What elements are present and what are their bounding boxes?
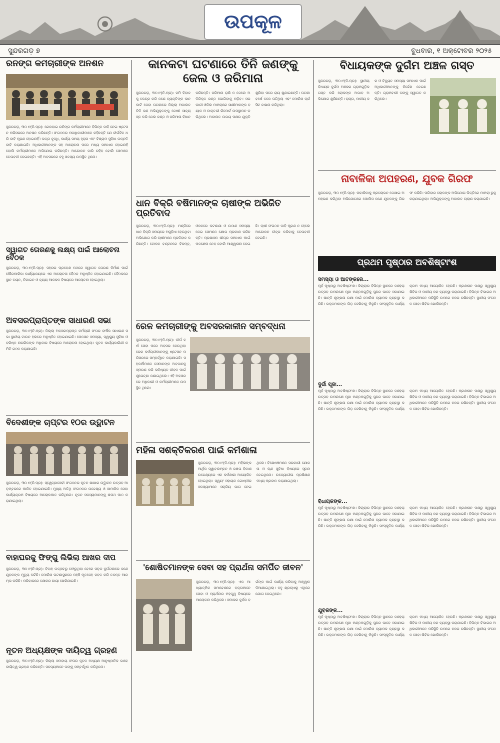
page-label: ସୁନ୍ଦରଗଡ଼ ୭ <box>8 47 41 55</box>
row-rule <box>136 442 310 443</box>
headline: ଧାନ ବିକ୍ରି ବର୍ଷିମାନଙ୍କ ଚାଷୀଙ୍କ ଅଭିଜିତ ପ୍ରତିବାଦ <box>136 199 282 220</box>
article-bahaghar <box>6 554 128 644</box>
row-rule <box>6 242 128 243</box>
headline: ସ୍ୱାଗତ ତୋରଣକୁ ଲକ୍ଷ୍ୟ ପାଇଁ ଆଲୋଚନା ବୈଠକ <box>6 246 120 263</box>
article-abasar <box>6 316 128 412</box>
article-adhyaksha <box>6 646 128 732</box>
section-banner: ପ୍ରଥମ ପୃଷ୍ଠାର ଅବଶିଷ୍ଟାଂଶ <box>318 256 496 271</box>
dateline-bar <box>0 44 500 58</box>
lead-headline: କାନକଟା ଘଟଣାରେ ତିନି ଜଣଙ୍କୁ ଜେଲ ଓ ଜରିମାନା <box>148 58 298 85</box>
headline: ରନିଙ୍ଗ କର୍ମଚାରୀଙ୍କ ଅନଶନ <box>6 60 104 69</box>
article-mahila <box>136 446 310 558</box>
photo-mla-visit <box>430 78 496 134</box>
article-swagat <box>6 246 128 312</box>
article-dhan <box>136 199 310 319</box>
article-body: ସୁନ୍ଦରଗଡ଼, ୩୦।୯(ନି.ପ୍ର): ସହରର ପ୍ରବେଶ ପଥରେ ସ୍ୱାଗତ ତୋରଣ ନିର୍ମାଣ ପାଇଁ ପୌରପାଳିକା କାର୍ଯ୍ୟାଳୟରେ ଏକ ଆଲୋଚନା ବୈଠକ ଅନୁଷ୍ଠିତ ହୋଇଯାଇଛି। ବୈଠକରେ ସ୍ଥାନ ଚୟନ, ଡିଜାଇନ ଓ ବ୍ୟୟ ଆକଳନ ବିଷୟରେ ଆଲୋଚନା ହୋଇଥିଲା। <box>6 266 128 283</box>
headline: ବିଧାୟକଙ୍କ ଦୁର୍ଗମ ଅଞ୍ଚଳ ଗସ୍ତ <box>339 60 475 72</box>
photo-rail-felicitation <box>190 337 310 391</box>
article-body: ସୁନ୍ଦରଗଡ଼, ୩୦।୯(ନି.ପ୍ର): ଜିଲ୍ଲା ସମବାୟ ସଂଘର ନୂତନ ଅଧ୍ୟକ୍ଷ ଆନୁଷ୍ଠାନିକ ଭାବେ ଦାୟିତ୍ୱ ଗ୍ରହଣ କରିଛନ୍ତି। ସଦସ୍ୟମାନେ ତାଙ୍କୁ ସମ୍ବର୍ଦ୍ଧିତ କରିଥିଲେ। <box>6 659 128 670</box>
headline: ମହିଳା ସଶକ୍ତିକରଣ ପାଇଁ କର୍ମଶାଳା <box>136 446 257 456</box>
article-body: ସୁନ୍ଦରଗଡ଼, ୩୦।୯(ନି.ପ୍ର): ଦୀର୍ଘ ବର୍ଷ ସେବା ପରେ ଅବସର ନେଉଥିବା ରେଳ କର୍ମଚାରୀମାନଙ୍କୁ ଷ୍ଟେସନ ପରିସରରେ ସମ୍ବର୍ଦ୍ଧିତ କରାଯାଇଛି। ସହକର୍ମୀମାନେ ସେମାନଙ୍କ ଅବଦାନକୁ ସ୍ମରଣ କରି ଭବିଷ୍ୟତ ଜୀବନ ପାଇଁ ଶୁଭେଚ୍ଛା ଜଣାଇଥିଲେ। ଏହି ଅବସରରେ ଅଧିକାରୀ ଓ କର୍ମଚାରୀମାନେ ଉପସ୍ଥିତ ଥିଲେ। <box>136 338 186 390</box>
article-body: ପୂର୍ବ ପୃଷ୍ଠାରୁ ଅବଶିଷ୍ଟାଂଶ। ଜିଲ୍ଲାର ବିଭିନ୍ନ ସ୍ଥାନରେ ଦଶହରା ଉତ୍ସବ ଉପଲକ୍ଷେ ପୂଜା ମଣ୍ଡପଗୁଡ଼ିକୁ ସୁନ୍ଦର ଭାବେ ସଜାଯାଇଛି। ଶାନ୍ତି ଶୃଙ୍ଖଳା ରକ୍ଷା ପାଇଁ ପୋଲିସ ବ୍ୟାପକ ବ୍ୟବସ୍ଥା କରିଛି। ଭକ୍ତମାନଙ୍କ ଭିଡ଼ ଦେଖିବାକୁ ମିଳୁଛି। ସାଂସ୍କୃତିକ କାର୍ଯ୍ୟକ୍ରମ ମଧ୍ୟ ଆୟୋଜିତ ହେଉଛି। ପ୍ରଶାସନ ପକ୍ଷରୁ ସ୍ୱାସ୍ଥ୍ୟ ଶିବିର ଓ ପାନୀୟ ଜଳ ବ୍ୟବସ୍ଥା କରାଯାଇଛି। ବିଭିନ୍ନ ବିଭାଗର ଅଧିକାରୀମାନେ ପରିସ୍ଥିତି ଉପରେ ନଜର ରଖିଛନ୍ତି। ସ୍ଥାନୀୟ ସଂଗଠନ ସେବା ଶିବିର ଖୋଲିଛନ୍ତି। <box>318 284 496 306</box>
article-body: ସୁନ୍ଦରଗଡ଼, ୩୦।୯(ନି.ପ୍ର): ରେଳବାଇ ରନିଙ୍ଗ କର୍ମଚାରୀମାନେ ବିଭିନ୍ନ ଦାବି ନେଇ ଷ୍ଟେସନ ପରିସରରେ ଅନଶନ କରିଛନ୍ତି। ସଂଗଠନର ପଦାଧିକାରୀମାନେ କହିଛନ୍ତି ଯେ ଦୀର୍ଘଦିନ ଧରି ଦାବି ପୂରଣ ହୋଇନାହିଁ। ଭତ୍ତା ବୃଦ୍ଧି, କାର୍ଯ୍ୟ ସମୟ ହ୍ରାସ ଏବଂ ବିଶ୍ରାମ ସୁବିଧା ଉନ୍ନତି ଦାବି କରାଯାଇଛି। ଅଧିକାରୀମାନଙ୍କ ସହ ଆଲୋଚନା ପରେ ମଧ୍ୟ ସମାଧାନ ହୋଇନାହିଁ ବୋଲି କର୍ମଚାରୀମାନେ ଅଭିଯୋଗ କରିଛନ୍ତି। ଆନ୍ଦୋଳନ ଜାରି ରହିବ ବୋଲି ସେମାନେ ଚେତାବନୀ ଦେଇଛନ୍ତି। ଏହି ଅବସରରେ ବହୁ ସଦସ୍ୟ ଉପସ୍ଥିତ ଥିଲେ। <box>6 125 128 159</box>
headline: ବିଦେଶୀଙ୍କ ଚାପ୍ଟର ୧୦ର ଉଦ୍ଘାଟନ <box>6 418 115 427</box>
headline: ରେଳ କର୍ମଚାରୀଙ୍କୁ ଅବସରକାଳୀନ ସମ୍ବର୍ଦ୍ଧନା <box>136 323 286 332</box>
article-body: ପୂର୍ବ ପୃଷ୍ଠାରୁ ଅବଶିଷ୍ଟାଂଶ। ଜିଲ୍ଲାର ବିଭିନ୍ନ ସ୍ଥାନରେ ଦଶହରା ଉତ୍ସବ ଉପଲକ୍ଷେ ପୂଜା ମଣ୍ଡପଗୁଡ଼ିକୁ ସୁନ୍ଦର ଭାବେ ସଜାଯାଇଛି। ଶାନ୍ତି ଶୃଙ୍ଖଳା ରକ୍ଷା ପାଇଁ ପୋଲିସ ବ୍ୟାପକ ବ୍ୟବସ୍ଥା କରିଛି। ଭକ୍ତମାନଙ୍କ ଭିଡ଼ ଦେଖିବାକୁ ମିଳୁଛି। ସାଂସ୍କୃତିକ କାର୍ଯ୍ୟକ୍ରମ ମଧ୍ୟ ଆୟୋଜିତ ହେଉଛି। ପ୍ରଶାସନ ପକ୍ଷରୁ ସ୍ୱାସ୍ଥ୍ୟ ଶିବିର ଓ ପାନୀୟ ଜଳ ବ୍ୟବସ୍ଥା କରାଯାଇଛି। ବିଭିନ୍ନ ବିଭାଗର ଅଧିକାରୀମାନେ ପରିସ୍ଥିତି ଉପରେ ନଜର ରଖିଛନ୍ତି। ସ୍ଥାନୀୟ ସଂଗଠନ ସେବା ଶିବିର ଖୋଲିଛନ୍ତି। <box>318 506 496 528</box>
article-nabalika <box>318 174 496 252</box>
subhead: ବିଧାୟକଙ୍କ... <box>318 499 348 505</box>
article-chapter <box>6 418 128 546</box>
row-rule <box>136 560 310 561</box>
subhead: ସମସ୍ୟା ଓ ଆତଙ୍କରେ... <box>318 277 369 283</box>
photo-workers-protest <box>6 74 128 120</box>
article-body: ସୁନ୍ଦରଗଡ଼, ୩୦।୯(ନି.ପ୍ର): ଏକ ଆଧ୍ୟାତ୍ମିକ ସମାବେଶରେ ବକ୍ତାମାନେ ସେବା ଓ ପ୍ରାର୍ଥନାର ମହତ୍ତ୍ୱ ବିଷୟରେ ଆଲୋଚନା କରିଥିଲେ। ସମାଜର ଦୁର୍ବଳ ବର୍ଗଙ୍କ ପାଇଁ କାର୍ଯ୍ୟ କରିବାକୁ ଆହ୍ୱାନ ଦିଆଯାଇଥିଲା। ବହୁ ଶ୍ରଦ୍ଧାଳୁ ଏଥିରେ ଯୋଗ ଦେଇଥିଲେ। <box>196 580 310 602</box>
article-body: ସୁନ୍ଦରଗଡ଼, ୩୦।୯(ନି.ପ୍ର): ନାବାଳିକାକୁ ପ୍ରଲୋଭନ ଦେଖାଇ ଅପହରଣ କରିଥିବା ଅଭିଯୋଗରେ ପୋଲିସ ଜଣେ ଯୁବକଙ୍କୁ ଗିରଫ କରିଛି। ପରିବାର ଲୋକଙ୍କ ଅଭିଯୋଗ ଭିତ୍ତିରେ ମାମଲା ରୁଜୁ କରାଯାଇଥିଲା। ଅଭିଯୁକ୍ତଙ୍କୁ ଅଦାଲତ ଚାଲାଣ କରାଯାଇଛି। <box>318 190 496 201</box>
row-rule <box>318 170 496 171</box>
masthead <box>0 0 500 44</box>
row-rule <box>136 320 310 321</box>
headline: ନାବାଳିକା ଅପହରଣ, ଯୁବକ ଗିରଫ <box>341 174 473 185</box>
article-shoshita <box>136 563 310 733</box>
article-continued <box>318 274 496 732</box>
article-body: ସୁନ୍ଦରଗଡ଼, ୩୦।୯(ନି.ପ୍ର): ମହିଳାଙ୍କ ଆର୍ଥିକ ସ୍ୱାବଲମ୍ବନ ଓ ଦକ୍ଷତା ବିକାଶ ଉଦ୍ଦେଶ୍ୟରେ ଏକ କର୍ମଶାଳା ଆୟୋଜିତ ହୋଇଥିଲା। ସ୍ୱୟଂ ସହାୟକ ଗୋଷ୍ଠୀର ସଦସ୍ୟାମାନେ ସକ୍ରିୟ ଭାଗ ନେଇଥିଲେ। ବିଶେଷଜ୍ଞମାନେ ସରକାରୀ ଯୋଜନା ଓ ଋଣ ସୁବିଧା ବିଷୟରେ ସୂଚନା ଦେଇଥିଲେ। ଉଦ୍ୟୋଗୀତା ପ୍ରଶିକ୍ଷଣ ମଧ୍ୟ ପ୍ରଦାନ କରାଯାଇଥିଲା। <box>198 461 310 489</box>
article-rail-sambardhana <box>136 323 310 441</box>
article-body: ସୁନ୍ଦରଗଡ଼, ୩୦।୯(ନି.ପ୍ର): ଜିଲ୍ଲା ଅବସରପ୍ରାପ୍ତ କର୍ମଚାରୀ ସଂଘର ବାର୍ଷିକ ସାଧାରଣ ସଭା ସ୍ଥାନୀୟ ଟାଉନ ହଲରେ ଅନୁଷ୍ଠିତ ହୋଇଯାଇଛି। ପେନସନ ସମସ୍ୟା, ସ୍ୱାସ୍ଥ୍ୟ ସୁବିଧା ଓ ବରିଷ୍ଠ ନାଗରିକଙ୍କ ଅଧିକାର ବିଷୟରେ ଆଲୋଚନା ହୋଇଥିଲା। ନୂତନ କାର୍ଯ୍ୟକାରିଣୀ କମିଟି ଗଠନ କରାଯାଇଛି। <box>6 329 128 352</box>
article-body: ସୁନ୍ଦରଗଡ଼, ୩୦।୯(ନି.ପ୍ର): ସ୍ଥାନୀୟ ବିଧାୟକ ଦୁର୍ଗମ ଅଞ୍ଚଳର ଗ୍ରାମଗୁଡ଼ିକ ଗସ୍ତ କରି ଲୋକଙ୍କ ଅଭାବ ଅଭିଯୋଗ ଶୁଣିଛନ୍ତି। ରାସ୍ତା, ପାନୀୟ ଜଳ ଓ ବିଦ୍ୟୁତ ସମସ୍ୟା ସମାଧାନ ପାଇଁ ଅଧିକାରୀମାନଙ୍କୁ ନିର୍ଦ୍ଦେଶ ଦେଇଛନ୍ତି। ଗ୍ରାମବାସୀ ତାଙ୍କୁ ସ୍ୱାଗତ କରିଥିଲେ। <box>318 79 426 101</box>
headline: ବାହାଘରକୁ ଫିଙ୍ଗୁ ଲିଭିଲା ଆଖର ଦୀପ <box>6 554 116 562</box>
photo-gathering <box>136 579 192 651</box>
column-rule <box>313 60 314 732</box>
article-body: ସୁନ୍ଦରଗଡ଼, ୩୦।୯(ନି.ପ୍ର): ସ୍ୱେଚ୍ଛାସେବୀ ସଂଗଠନର ନୂତନ ଶାଖାର ଉଦ୍ଘାଟନ ଉତ୍ସବ ଆଡ଼ମ୍ବରରେ ପାଳିତ ହୋଇଯାଇଛି। ମୁଖ୍ୟ ଅତିଥି ସଂଗଠନର ଉଦ୍ଦେଶ୍ୟ ଓ ସାମାଜିକ ସେବା କାର୍ଯ୍ୟକ୍ରମ ବିଷୟରେ ଆଲୋକପାତ କରିଥିଲେ। ନୂତନ ସଦସ୍ୟମାନଙ୍କୁ ଶପଥ ପାଠ କରାଯାଇଥିଲା। <box>6 481 128 503</box>
photo-workshop <box>136 460 194 506</box>
headline: ଅବସରପ୍ରାପ୍ତଙ୍କ ସାଧାରଣ ସଭା <box>6 316 111 325</box>
article-vidhayak <box>318 60 496 168</box>
photo-group-event <box>6 432 128 476</box>
article-body: ପୂର୍ବ ପୃଷ୍ଠାରୁ ଅବଶିଷ୍ଟାଂଶ। ଜିଲ୍ଲାର ବିଭିନ୍ନ ସ୍ଥାନରେ ଦଶହରା ଉତ୍ସବ ଉପଲକ୍ଷେ ପୂଜା ମଣ୍ଡପଗୁଡ଼ିକୁ ସୁନ୍ଦର ଭାବେ ସଜାଯାଇଛି। ଶାନ୍ତି ଶୃଙ୍ଖଳା ରକ୍ଷା ପାଇଁ ପୋଲିସ ବ୍ୟାପକ ବ୍ୟବସ୍ଥା କରିଛି। ଭକ୍ତମାନଙ୍କ ଭିଡ଼ ଦେଖିବାକୁ ମିଳୁଛି। ସାଂସ୍କୃତିକ କାର୍ଯ୍ୟକ୍ରମ ମଧ୍ୟ ଆୟୋଜିତ ହେଉଛି। ପ୍ରଶାସନ ପକ୍ଷରୁ ସ୍ୱାସ୍ଥ୍ୟ ଶିବିର ଓ ପାନୀୟ ଜଳ ବ୍ୟବସ୍ଥା କରାଯାଇଛି। ବିଭିନ୍ନ ବିଭାଗର ଅଧିକାରୀମାନେ ପରିସ୍ଥିତି ଉପରେ ନଜର ରଖିଛନ୍ତି। ସ୍ଥାନୀୟ ସଂଗଠନ ସେବା ଶିବିର ଖୋଲିଛନ୍ତି। <box>318 615 496 637</box>
article-body: ସୁନ୍ଦରଗଡ଼, ୩୦।୯(ନି.ପ୍ର): ବିବାହ ଉତ୍ସବରୁ ଫେରୁଥିବା ବେଳେ ସଡ଼କ ଦୁର୍ଘଟଣାରେ ଜଣେ ଯୁବକଙ୍କ ମୃତ୍ୟୁ ଘଟିଛି। ପୋଲିସ ଘଟଣାସ୍ଥଳରେ ପହଞ୍ଚି ମୃତଦେହ ଜବତ କରି ତଦନ୍ତ ଆରମ୍ଭ କରିଛି। ପରିବାରରେ ଶୋକର ଛାୟା ଖେଳିଯାଇଛି। <box>6 566 128 583</box>
article-lead-kanakata <box>136 58 310 194</box>
masthead-title: ଉପକୂଳ <box>204 4 302 40</box>
article-body: ସୁନ୍ଦରଗଡ଼, ୩୦।୯(ନି.ପ୍ର): ଜମି ବିବାଦକୁ କେନ୍ଦ୍ର କରି ଜଣେ ବ୍ୟକ୍ତିଙ୍କ କାନ କାଟି ଦେବା ଘଟଣାରେ ଜିଲ୍ଲା ଅଦାଲତ ତିନି ଜଣ ଅଭିଯୁକ୍ତଙ୍କୁ ଦୋଷୀ ସାବ୍ୟସ୍ତ କରି ଜେଲ ଦଣ୍ଡ ଓ ଜରିମାନା ବିଧାନ କରିଛନ୍ତି। ଜରିମାନା ରାଶି ନ ଦେଲେ ଅତିରିକ୍ତ ଦଣ୍ଡ ଭୋଗିବାକୁ ପଡ଼ିବ। ସରକାରୀ ଓକିଲ ମାମଲାରେ ସାକ୍ଷୀମାନଙ୍କ ବୟାନ ଓ ଡାକ୍ତରୀ ରିପୋର୍ଟ ଉପସ୍ଥାପନ କରିଥିଲେ। ଅଦାଲତ ଉଭୟ ପକ୍ଷର ଯୁକ୍ତି ଶୁଣିବା ପରେ ରାୟ ଶୁଣାଇଛନ୍ତି। ଘଟଣା ବର୍ଷେ ତଳେ ଘଟିଥିଲା ଏବଂ ପୋଲିସ ଚାର୍ଜସିଟ ଦାଖଲ କରିଥିଲା। <box>136 90 310 119</box>
row-rule <box>6 415 128 416</box>
article-body: ସୁନ୍ଦରଗଡ଼, ୩୦।୯(ନି.ପ୍ର): ମଣ୍ଡିରେ ଧାନ ବିକ୍ରି ସମୟରେ ଅସୁବିଧା ହେଉଥିବା ଅଭିଯୋଗ କରି ଚାଷୀମାନେ ପ୍ରତିବାଦ କରିଛନ୍ତି। ଟୋକନ ବଣ୍ଟନରେ ବିଳମ୍ବ, ଓଜନରେ କଟାଛଣା ଓ ଉଠାଣ ସମସ୍ୟା ନେଇ ସେମାନେ କ୍ଷୋଭ ପ୍ରକାଶ କରିଛନ୍ତି। ପ୍ରଶାସନ ଶୀଘ୍ର ସମାଧାନ ପାଇଁ ପଦକ୍ଷେପ ନେବ ବୋଲି ଆଶ୍ୱାସନା ଦେଇଛି। ଚାଷୀ ସଂଗଠନ ଦାବି ପୂରଣ ନ ହେଲେ ଆନ୍ଦୋଳନ ତୀବ୍ର କରିବାକୁ ଚେତାବନୀ ଦେଇଛି। <box>136 223 310 246</box>
subhead: ଯୁବକଙ୍କ... <box>318 608 343 614</box>
headline: ନୂତନ ଅଧ୍ୟକ୍ଷଙ୍କ ଦାୟିତ୍ୱ ଗ୍ରହଣ <box>6 646 118 655</box>
article-body: ପୂର୍ବ ପୃଷ୍ଠାରୁ ଅବଶିଷ୍ଟାଂଶ। ଜିଲ୍ଲାର ବିଭିନ୍ନ ସ୍ଥାନରେ ଦଶହରା ଉତ୍ସବ ଉପଲକ୍ଷେ ପୂଜା ମଣ୍ଡପଗୁଡ଼ିକୁ ସୁନ୍ଦର ଭାବେ ସଜାଯାଇଛି। ଶାନ୍ତି ଶୃଙ୍ଖଳା ରକ୍ଷା ପାଇଁ ପୋଲିସ ବ୍ୟାପକ ବ୍ୟବସ୍ଥା କରିଛି। ଭକ୍ତମାନଙ୍କ ଭିଡ଼ ଦେଖିବାକୁ ମିଳୁଛି। ସାଂସ୍କୃତିକ କାର୍ଯ୍ୟକ୍ରମ ମଧ୍ୟ ଆୟୋଜିତ ହେଉଛି। ପ୍ରଶାସନ ପକ୍ଷରୁ ସ୍ୱାସ୍ଥ୍ୟ ଶିବିର ଓ ପାନୀୟ ଜଳ ବ୍ୟବସ୍ଥା କରାଯାଇଛି। ବିଭିନ୍ନ ବିଭାଗର ଅଧିକାରୀମାନେ ପରିସ୍ଥିତି ଉପରେ ନଜର ରଖିଛନ୍ତି। ସ୍ଥାନୀୟ ସଂଗଠନ ସେବା ଶିବିର ଖୋଲିଛନ୍ତି। <box>318 389 496 411</box>
article-anashan <box>6 60 128 238</box>
column-rule <box>131 60 132 732</box>
subhead: ଦୁର୍ଗା ପୂଜା... <box>318 382 343 388</box>
row-rule <box>136 196 310 197</box>
headline: 'ଶୋଷିତମାନଙ୍କ ସେବା ସହ ପ୍ରାର୍ଥନା ସମର୍ପିତ ଜୀବନ' <box>142 563 304 572</box>
row-rule <box>6 550 128 551</box>
date-label: ବୁଧବାର, ୧ ଅକ୍ଟୋବର ୨୦୨୫ <box>411 47 492 55</box>
